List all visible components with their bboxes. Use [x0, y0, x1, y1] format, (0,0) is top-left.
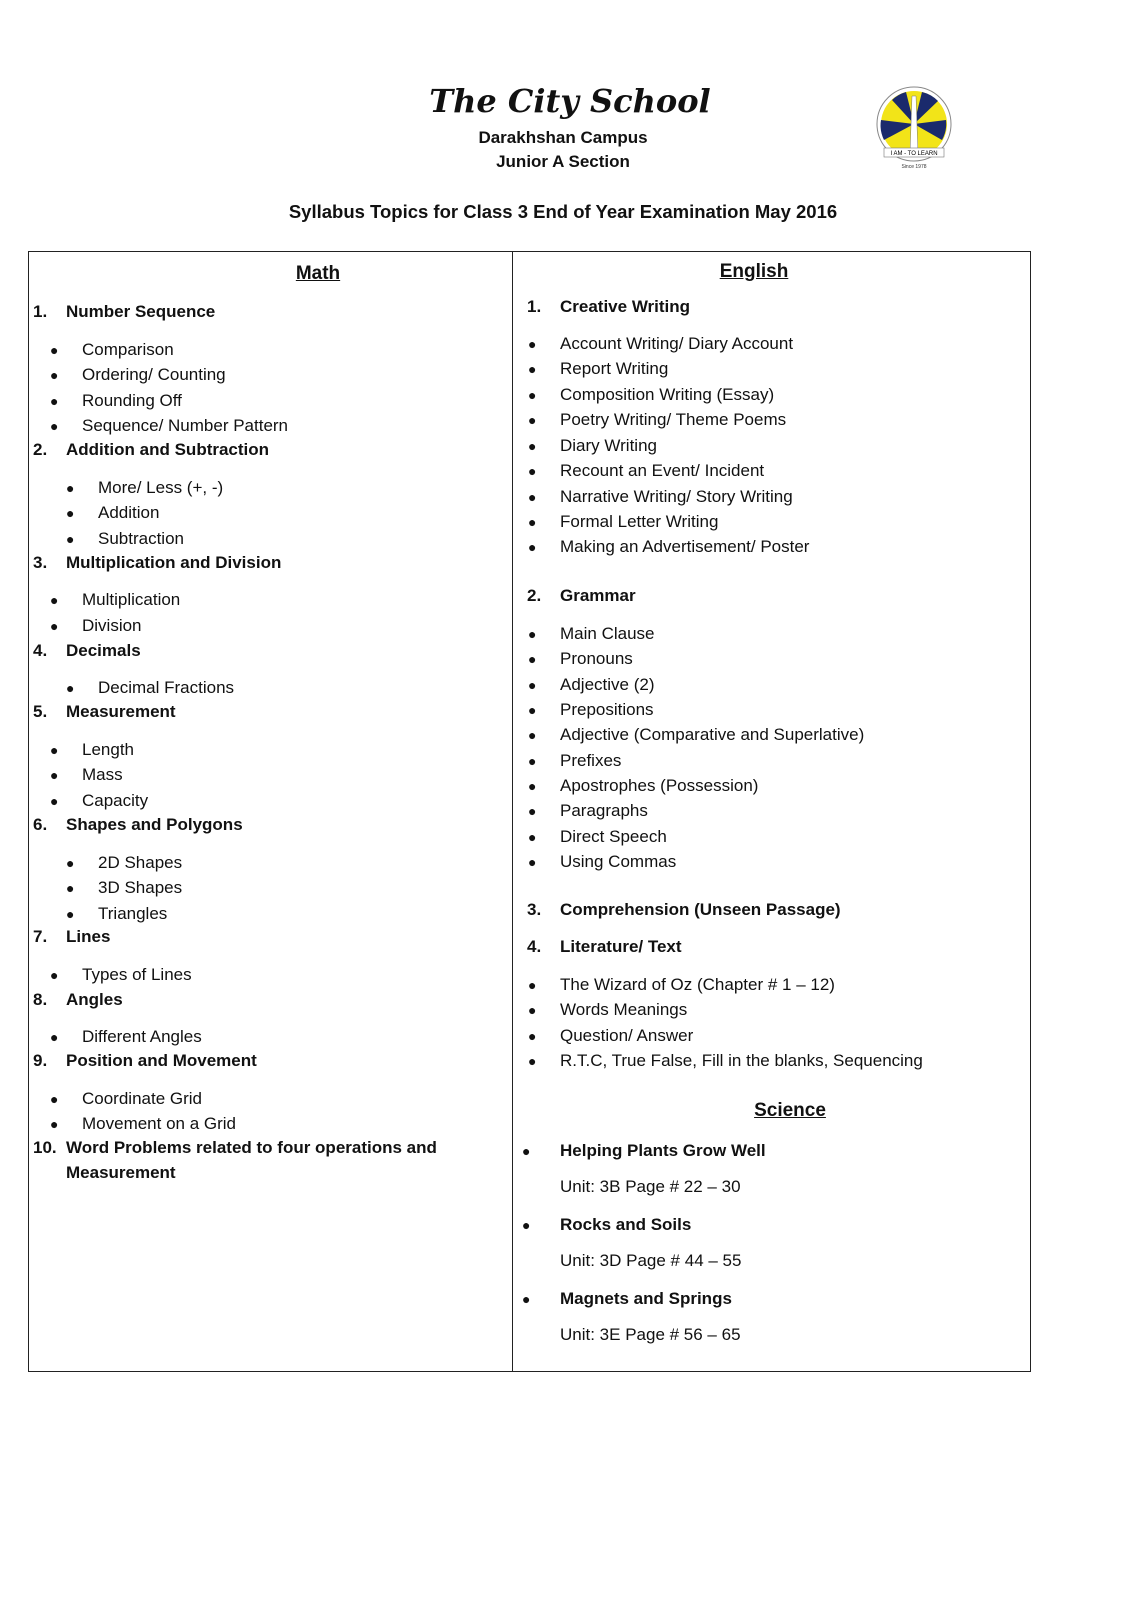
topic-title: Angles [66, 990, 123, 1009]
list-item: Division [82, 616, 142, 635]
list-item: The Wizard of Oz (Chapter # 1 – 12) [560, 975, 835, 994]
bullet-icon: ● [50, 1091, 59, 1107]
bullet-icon: ● [528, 489, 537, 505]
list-item: Main Clause [560, 624, 655, 643]
column-divider [512, 251, 513, 1371]
bullet-icon: ● [528, 336, 537, 352]
topic-number: 3. [527, 900, 542, 919]
topic-number: 1. [527, 297, 542, 316]
list-item: Diary Writing [560, 436, 657, 455]
bullet-icon: ● [66, 505, 75, 521]
bullet-icon: ● [50, 393, 59, 409]
topic-title: Creative Writing [560, 297, 691, 316]
list-item: Movement on a Grid [82, 1114, 237, 1133]
list-item: Mass [82, 765, 123, 784]
bullet-icon: ● [66, 680, 75, 696]
list-item: Composition Writing (Essay) [560, 385, 775, 404]
list-item: Helping Plants Grow Well [560, 1141, 766, 1160]
english-heading: English [719, 261, 789, 282]
bullet-icon: ● [522, 1217, 531, 1233]
bullet-icon: ● [528, 1028, 537, 1044]
school-name: The City School [429, 82, 711, 120]
topic-number: 1. [33, 302, 48, 321]
list-item: Multiplication [82, 590, 181, 609]
bullet-icon: ● [528, 677, 537, 693]
unit-reference: Unit: 3B Page # 22 – 30 [560, 1177, 741, 1196]
topic-number: 2. [33, 440, 48, 459]
list-item: Poetry Writing/ Theme Poems [560, 410, 787, 429]
svg-text:I AM - TO LEARN: I AM - TO LEARN [890, 151, 938, 157]
list-item: Words Meanings [560, 1000, 688, 1019]
list-item: Rocks and Soils [560, 1215, 692, 1234]
document-title: Syllabus Topics for Class 3 End of Year Examination May 2016 [288, 201, 838, 222]
bullet-icon: ● [528, 651, 537, 667]
bullet-icon: ● [528, 626, 537, 642]
topic-title: Word Problems related to four operations and [66, 1138, 437, 1157]
topic-number: 10. [33, 1138, 57, 1157]
bullet-icon: ● [50, 418, 59, 434]
bullet-icon: ● [528, 1002, 537, 1018]
list-item: 3D Shapes [98, 878, 183, 897]
svg-text:Since 1978: Since 1978 [901, 164, 927, 170]
topic-number: 5. [33, 702, 48, 721]
bullet-icon: ● [528, 463, 537, 479]
bullet-icon: ● [528, 977, 537, 993]
bullet-icon: ● [66, 855, 75, 871]
bullet-icon: ● [66, 480, 75, 496]
topic-number: 7. [33, 927, 48, 946]
list-item: Comparison [82, 340, 174, 359]
bullet-icon: ● [528, 1053, 537, 1069]
topic-title-continued: Measurement [66, 1163, 176, 1182]
bullet-icon: ● [528, 514, 537, 530]
list-item: Types of Lines [82, 965, 192, 984]
section-name: Junior A Section [496, 152, 630, 171]
list-item: Capacity [82, 791, 149, 810]
list-item: Recount an Event/ Incident [560, 461, 765, 480]
list-item: Triangles [98, 904, 168, 923]
bullet-icon: ● [528, 803, 537, 819]
topic-title: Shapes and Polygons [66, 815, 243, 834]
bullet-icon: ● [50, 1116, 59, 1132]
list-item: Report Writing [560, 359, 669, 378]
list-item: Different Angles [82, 1027, 202, 1046]
topic-title: Decimals [66, 641, 141, 660]
topic-title: Number Sequence [66, 302, 216, 321]
bullet-icon: ● [522, 1291, 531, 1307]
topic-number: 8. [33, 990, 48, 1009]
topic-number: 3. [33, 553, 48, 572]
bullet-icon: ● [528, 387, 537, 403]
bullet-icon: ● [66, 906, 75, 922]
topic-title: Multiplication and Division [66, 553, 282, 572]
bullet-icon: ● [528, 702, 537, 718]
list-item: R.T.C, True False, Fill in the blanks, Sequencing [560, 1051, 923, 1070]
unit-reference: Unit: 3E Page # 56 – 65 [560, 1325, 741, 1344]
list-item: Magnets and Springs [560, 1289, 732, 1308]
topic-title: Grammar [560, 586, 636, 605]
list-item: Sequence/ Number Pattern [82, 416, 289, 435]
bullet-icon: ● [66, 531, 75, 547]
bullet-icon: ● [528, 778, 537, 794]
bullet-icon: ● [50, 742, 59, 758]
campus-name: Darakhshan Campus [478, 128, 648, 147]
topic-title: Position and Movement [66, 1051, 257, 1070]
topic-title: Comprehension (Unseen Passage) [560, 900, 841, 919]
bullet-icon: ● [66, 880, 75, 896]
list-item: Adjective (Comparative and Superlative) [560, 725, 865, 744]
topic-title: Lines [66, 927, 111, 946]
list-item: Addition [98, 503, 160, 522]
topic-title: Literature/ Text [560, 937, 682, 956]
bullet-icon: ● [50, 967, 59, 983]
bullet-icon: ● [528, 829, 537, 845]
list-item: Narrative Writing/ Story Writing [560, 487, 793, 506]
list-item: Length [82, 740, 134, 759]
list-item: Rounding Off [82, 391, 182, 410]
science-heading: Science [754, 1100, 826, 1121]
bullet-icon: ● [528, 361, 537, 377]
list-item: Prepositions [560, 700, 654, 719]
bullet-icon: ● [528, 539, 537, 555]
bullet-icon: ● [50, 618, 59, 634]
bullet-icon: ● [528, 727, 537, 743]
list-item: Paragraphs [560, 801, 648, 820]
topic-title: Measurement [66, 702, 176, 721]
list-item: Subtraction [98, 529, 184, 548]
topic-title: Addition and Subtraction [66, 440, 270, 459]
list-item: Apostrophes (Possession) [560, 776, 759, 795]
list-item: Formal Letter Writing [560, 512, 719, 531]
topic-number: 6. [33, 815, 48, 834]
bullet-icon: ● [528, 438, 537, 454]
list-item: Ordering/ Counting [82, 365, 226, 384]
bullet-icon: ● [50, 767, 59, 783]
bullet-icon: ● [528, 412, 537, 428]
bullet-icon: ● [50, 367, 59, 383]
bullet-icon: ● [522, 1143, 531, 1159]
list-item: Making an Advertisement/ Poster [560, 537, 810, 556]
list-item: Account Writing/ Diary Account [560, 334, 794, 353]
list-item: Adjective (2) [560, 675, 655, 694]
topic-number: 4. [33, 641, 48, 660]
list-item: 2D Shapes [98, 853, 183, 872]
bullet-icon: ● [528, 854, 537, 870]
list-item: Coordinate Grid [82, 1089, 203, 1108]
school-logo [872, 84, 956, 180]
list-item: Decimal Fractions [98, 678, 235, 697]
bullet-icon: ● [50, 793, 59, 809]
bullet-icon: ● [528, 753, 537, 769]
list-item: Prefixes [560, 751, 622, 770]
topic-number: 9. [33, 1051, 48, 1070]
bullet-icon: ● [50, 342, 59, 358]
bullet-icon: ● [50, 1029, 59, 1045]
list-item: More/ Less (+, -) [98, 478, 224, 497]
topic-number: 4. [527, 937, 542, 956]
bullet-icon: ● [50, 592, 59, 608]
topic-number: 2. [527, 586, 542, 605]
list-item: Using Commas [560, 852, 677, 871]
list-item: Pronouns [560, 649, 633, 668]
unit-reference: Unit: 3D Page # 44 – 55 [560, 1251, 742, 1270]
math-heading: Math [295, 263, 341, 284]
list-item: Direct Speech [560, 827, 667, 846]
list-item: Question/ Answer [560, 1026, 694, 1045]
